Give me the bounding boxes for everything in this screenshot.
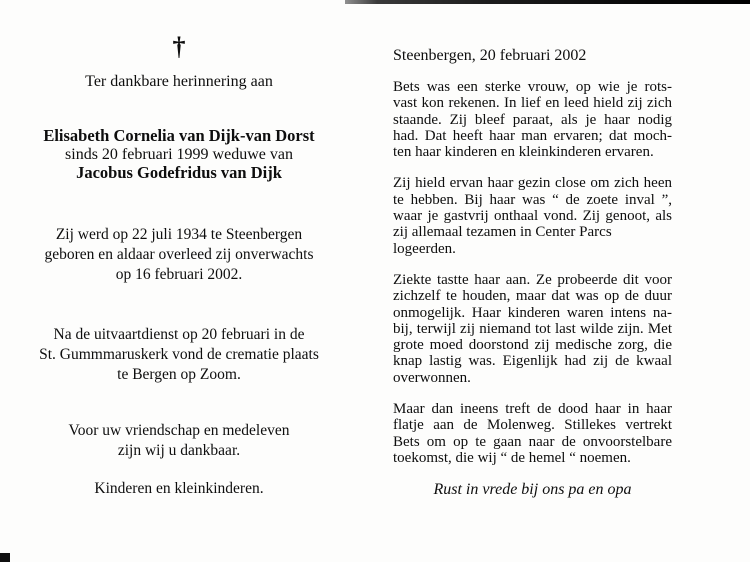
dateline: Steenbergen, 20 februari 2002 bbox=[393, 47, 587, 64]
left-column bbox=[20, 0, 338, 499]
text-line: vast kon rekenen. In lief en leed hield zij zich bbox=[393, 95, 672, 112]
widow-line: sinds 20 februari 1999 weduwe van bbox=[65, 145, 293, 163]
text-line: zichzelf te houden, maar dat was op de duur bbox=[393, 288, 672, 305]
text-line: geboren en aldaar overleed zij onverwachts bbox=[44, 245, 314, 263]
text-line: St. Gummmaruskerk vond de crematie plaats bbox=[39, 345, 319, 363]
text-line: Bets was een sterke vrouw, op wie je rots- bbox=[393, 79, 672, 95]
thanks-block bbox=[20, 421, 338, 461]
eulogy-paragraph-3 bbox=[393, 272, 672, 386]
text-line: zijn wij u dankbaar. bbox=[117, 441, 241, 459]
text-line: logeerden. bbox=[393, 240, 456, 257]
text-line: knap lastig was. Eigenlijk had zij de kwaal bbox=[393, 353, 672, 370]
eulogy-paragraph-4 bbox=[393, 401, 672, 466]
text-line: had. Dat heeft haar man ervaren; dat moch- bbox=[393, 127, 672, 144]
memorial-line: Ter dankbare herinnering aan bbox=[85, 73, 273, 90]
birth-death-block bbox=[20, 225, 338, 285]
funeral-block bbox=[20, 325, 338, 385]
text-line: ten haar kinderen en kleinkinderen ervaren. bbox=[393, 144, 654, 161]
text-line: Maar dan ineens treft de dood haar in haar bbox=[393, 401, 672, 418]
cross-symbol: † bbox=[172, 32, 186, 61]
signature-line: Kinderen en kleinkinderen. bbox=[94, 479, 264, 497]
text-line: flatje aan de Molenweg. Stillekes vertrekt bbox=[393, 417, 672, 434]
names-block bbox=[20, 127, 338, 183]
text-line: Zij hield ervan haar gezin close om zich heen bbox=[393, 175, 672, 192]
text-line: Zij werd op 22 juli 1934 te Steenbergen bbox=[55, 225, 303, 243]
text-line: zij allemaal tezamen in Center Parcs bbox=[393, 224, 612, 241]
text-line: te hebben. Bij haar was “ de zoete inval ”, bbox=[393, 191, 672, 208]
eulogy-paragraph-2 bbox=[393, 175, 672, 256]
scan-artifact-bottom-left bbox=[0, 553, 10, 562]
text-line: Bets om op te gaan naar de onvoorstelbare bbox=[393, 433, 672, 450]
right-column bbox=[393, 0, 672, 499]
deceased-name: Elisabeth Cornelia van Dijk-van Dorst bbox=[43, 126, 315, 145]
text-line: Ziekte tastte haar aan. Ze probeerde dit voor bbox=[393, 271, 672, 288]
text-line: bij, terwijl zij niemand tot last wilde zijn. Met bbox=[393, 320, 672, 337]
eulogy-paragraph-1 bbox=[393, 79, 672, 160]
husband-name: Jacobus Godefridus van Dijk bbox=[76, 163, 282, 182]
text-line: grote moed doorstond zij medische zorg, die bbox=[393, 337, 672, 354]
text-line: staande. Zij bleef paraat, als je haar nodig bbox=[393, 111, 672, 128]
text-line: overwonnen. bbox=[393, 369, 471, 386]
text-line: op 16 februari 2002. bbox=[115, 265, 243, 283]
text-line: Na de uitvaartdienst op 20 februari in de bbox=[53, 325, 305, 343]
text-line: te Bergen op Zoom. bbox=[117, 365, 241, 383]
text-line: toekomst, die wij “ de hemel “ noemen. bbox=[393, 449, 631, 466]
text-line: Voor uw vriendschap en medeleven bbox=[68, 421, 290, 439]
closing-line: Rust in vrede bij ons pa en opa bbox=[433, 481, 632, 499]
text-line: onmogelijk. Haar kinderen waren intens na- bbox=[393, 304, 672, 321]
text-line: waar je gastvrij onthaal vond. Zij genoot, als bbox=[393, 208, 672, 225]
